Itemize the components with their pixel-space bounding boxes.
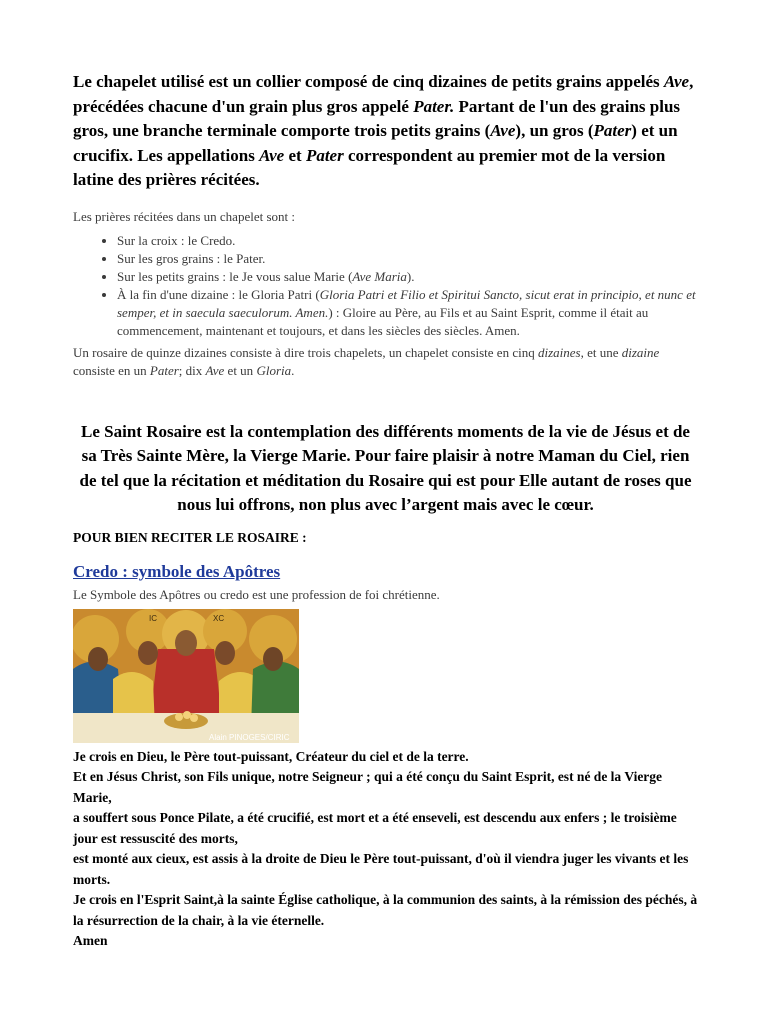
intro-text: Le chapelet utilisé est un collier composé de cinq dizaines de petits grains appelés bbox=[73, 72, 664, 91]
credo-line: Amen bbox=[73, 933, 108, 948]
credo-line: Et en Jésus Christ, son Fils unique, notre Seigneur ; qui a été conçu du Saint Esprit, est né de la Vierge Marie, bbox=[73, 769, 663, 805]
list-item-text: Sur les petits grains : le Je vous salue Marie ( bbox=[117, 268, 353, 284]
rosaire-text: consiste en un bbox=[73, 362, 150, 378]
rosaire-term: dizaine bbox=[621, 344, 660, 360]
contemplation-paragraph: Le Saint Rosaire est la contemplation des différents moments de la vie de Jésus et de sa Très Sainte Mère, la Vierge Marie. Pour faire plaisir à notre Maman du Ciel, rien de tel que la récitation et méditation du Rosaire qui est pour Elle autant de roses que nous lui offrons, non plus avec l’argent mais avec le cœur. bbox=[79, 421, 692, 514]
intro-text: ), un gros ( bbox=[515, 121, 594, 140]
credo-line: est monté aux cieux, est assis à la droite de Dieu le Père tout-puissant, d'où il viendra juger les vivants et les morts. bbox=[73, 851, 689, 887]
document-page bbox=[73, 70, 698, 952]
list-item-latin: Ave Maria bbox=[352, 268, 407, 284]
rosaire-text: et un bbox=[224, 362, 257, 378]
intro-term: Pater bbox=[305, 145, 344, 165]
intro-paragraph bbox=[73, 70, 698, 193]
intro-term: Pater. bbox=[413, 96, 455, 116]
intro-text: Partant de l'un des grains plus gros, une branche terminale comporte trois petits grains ( bbox=[73, 96, 681, 140]
list-item-text: À la fin d'une dizaine : le Gloria Patri ( bbox=[117, 286, 320, 302]
rosaire-term: dizaines bbox=[537, 344, 581, 360]
prayers-intro: Les prières récitées dans un chapelet sont : bbox=[73, 208, 295, 224]
rosaire-text: ; dix bbox=[178, 362, 206, 378]
list-item-latin: Gloria Patri et Filio et Spiritui Sancto, sicut erat in principio, et nunc et semper, et in saecula saeculorum. Amen. bbox=[117, 286, 696, 320]
prayers-list bbox=[73, 232, 698, 340]
list-item bbox=[117, 232, 698, 250]
howto-heading: POUR BIEN RECITER LE ROSAIRE : bbox=[73, 529, 307, 545]
rosaire-text: . bbox=[291, 362, 295, 378]
rosaire-term: Ave bbox=[205, 362, 225, 378]
intro-text: ) et un crucifix. Les appellations bbox=[73, 121, 678, 165]
rosaire-text: , et une bbox=[580, 344, 622, 360]
last-supper-icon-image bbox=[73, 609, 299, 743]
list-item bbox=[117, 286, 698, 340]
credo-line: a souffert sous Ponce Pilate, a été crucifié, est mort et a été enseveli, est descendu aux enfers ; le troisième jour est ressuscité des morts, bbox=[73, 810, 677, 846]
list-item-text: Sur les gros grains : le Pater. bbox=[117, 250, 266, 266]
list-item-text: ). bbox=[406, 268, 415, 284]
image-letters-left: IC bbox=[149, 613, 157, 623]
rosaire-term: Pater bbox=[149, 362, 179, 378]
intro-term: Ave bbox=[490, 121, 516, 140]
intro-term: Ave bbox=[663, 72, 690, 91]
list-item bbox=[117, 268, 698, 286]
credo-line: Je crois en l'Esprit Saint,à la sainte Église catholique, à la communion des saints, à la rémission des péchés, à la résurrection de la chair, à la vie éternelle. bbox=[73, 892, 698, 928]
rosaire-term: Gloria bbox=[256, 362, 292, 378]
rosaire-paragraph bbox=[73, 344, 698, 380]
intro-text: correspondent au premier mot de la version latine des prières récitées. bbox=[73, 145, 666, 189]
list-item-text: Sur la croix : le Credo. bbox=[117, 232, 236, 248]
rosaire-text: Un rosaire de quinze dizaines consiste à dire trois chapelets, un chapelet consiste en cinq bbox=[73, 344, 538, 360]
intro-term: Pater bbox=[593, 121, 632, 140]
image-credit: Alain PINOGES/CIRIC bbox=[209, 732, 290, 742]
credo-line: Je crois en Dieu, le Père tout-puissant, Créateur du ciel et de la terre. bbox=[73, 748, 469, 764]
list-item bbox=[117, 250, 698, 268]
intro-term: Ave bbox=[259, 145, 285, 165]
image-letters-right: XC bbox=[213, 613, 225, 623]
intro-text: et bbox=[284, 145, 306, 165]
list-item-text: ) : Gloire au Père, au Fils et au Saint Esprit, comme il était au commencement, maintenant et toujours, et dans les siècles des siècles. Amen. bbox=[117, 304, 649, 338]
credo-prayer bbox=[73, 747, 698, 952]
credo-subtitle: Le Symbole des Apôtres ou credo est une profession de foi chrétienne. bbox=[73, 586, 440, 602]
intro-text: , précédées chacune d'un grain plus gros appelé bbox=[73, 72, 694, 116]
credo-link[interactable]: Credo : symbole des Apôtres bbox=[73, 561, 281, 581]
